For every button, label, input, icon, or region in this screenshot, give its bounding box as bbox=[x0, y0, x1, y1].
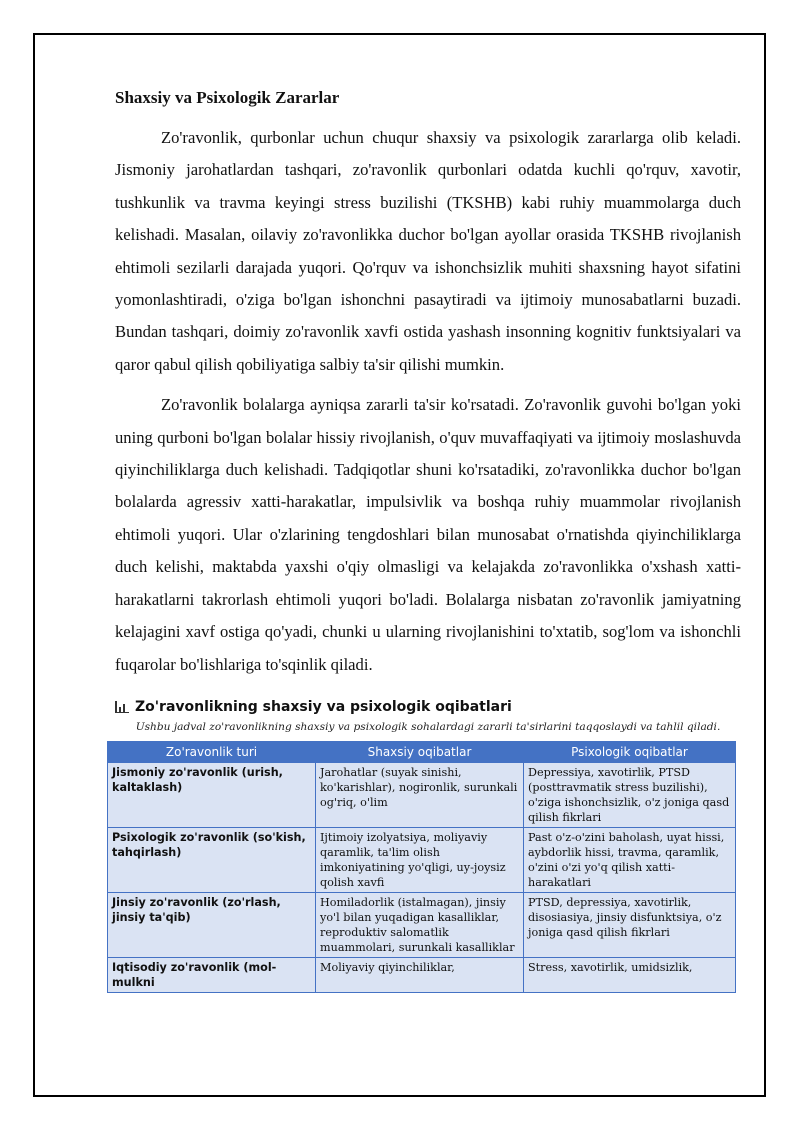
cell-personal: Homiladorlik (istalmagan), jinsiy yo'l bilan yuqadigan kasalliklar, reproduktiv salomatlik muammolari, surunkali kasalliklar bbox=[316, 892, 524, 957]
cell-psychological: Depressiya, xavotirlik, PTSD (posttravmatik stress buzilishi), o'ziga ishonchsizlik, o'z joniga qasd qilish fikrlari bbox=[524, 762, 736, 827]
cell-psychological: PTSD, depressiya, xavotirlik, disosiasiya, jinsiy disfunktsiya, o'z joniga qasd qilish fikrlari bbox=[524, 892, 736, 957]
table-row bbox=[108, 892, 736, 957]
section-title: Shaxsiy va Psixologik Zararlar bbox=[115, 88, 340, 107]
cell-personal: Ijtimoiy izolyatsiya, moliyaviy qaramlik, ta'lim olish imkoniyatining yo'qligi, uy-joysiz qolish xavfi bbox=[316, 827, 524, 892]
table-header-row bbox=[108, 741, 736, 762]
header-psychological: Psixologik oqibatlar bbox=[524, 741, 736, 762]
header-personal: Shaxsiy oqibatlar bbox=[316, 741, 524, 762]
paragraph-1: Zo'ravonlik, qurbonlar uchun chuqur shaxsiy va psixologik zararlarga olib keladi. Jismoniy jarohatlardan tashqari, zo'ravonlik qurbonlari odatda kuchli qo'rquv, xavotir, tushkunlik va travma keyingi stress buzilishi (TKSHB) kabi ruhiy muammolarga duch kelishadi. Masalan, oilaviy zo'ravonlikka duchor bo'lgan ayollar orasida TKSHB rivojlanish ehtimoli sezilarli darajada yuqori. Qo'rquv va ishonchsizlik muhiti shaxsning hayot sifatini yomonlashtiradi, o'ziga bo'lgan ishonchni pasaytiradi va ijtimoiy munosabatlarni buzadi. Bundan tashqari, doimiy zo'ravonlik xavfi ostida yashash insonning kognitiv funktsiyalari va qaror qabul qilish qobiliyatiga salbiy ta'sir qilishi mumkin. bbox=[115, 128, 741, 374]
bar-chart-icon bbox=[115, 701, 129, 713]
table-row bbox=[108, 957, 736, 992]
cell-psychological: Past o'z-o'zini baholash, uyat hissi, aybdorlik hissi, travma, qaramlik, o'zini o'zi yo'q qilish xatti-harakatlari bbox=[524, 827, 736, 892]
cell-personal: Moliyaviy qiyinchiliklar, bbox=[316, 957, 524, 992]
cell-type: Jismoniy zo'ravonlik (urish, kaltaklash) bbox=[108, 762, 316, 827]
cell-type: Iqtisodiy zo'ravonlik (mol-mulkni bbox=[108, 957, 316, 992]
cell-psychological: Stress, xavotirlik, umidsizlik, bbox=[524, 957, 736, 992]
cell-type: Jinsiy zo'ravonlik (zo'rlash, jinsiy ta'qib) bbox=[108, 892, 316, 957]
table-row bbox=[108, 762, 736, 827]
cell-personal: Jarohatlar (suyak sinishi, ko'karishlar), nogironlik, surunkali og'riq, o'lim bbox=[316, 762, 524, 827]
document-body bbox=[112, 88, 741, 993]
paragraph-2: Zo'ravonlik bolalarga ayniqsa zararli ta'sir ko'rsatadi. Zo'ravonlik guvohi bo'lgan yoki uning qurboni bo'lgan bolalar hissiy rivojlanish, o'quv muvaffaqiyati va ijtimoiy moslashuvda qiyinchiliklarga duch kelishadi. Tadqiqotlar shuni ko'rsatadiki, zo'ravonlikka duchor bo'lgan bolalarda agressiv xatti-harakatlar, impulsivlik va boshqa ruhiy muammolar rivojlanish ehtimoli yuqori. Ular o'zlarining tengdoshlari bilan munosabat o'rnatishda qiyinchiliklarga duch kelishi, maktabda yaxshi o'qiy olmasligi va kelajakda zo'ravonlikka o'xshash xatti-harakatlarni takrorlash ehtimoli yuqori bo'ladi. Bolalarga nisbatan zo'ravonlik jamiyatning kelajagini xavf ostiga qo'yadi, chunki u ularning rivojlanishini to'xtatib, sog'lom va ishonchli fuqarolar bo'lishlariga to'sqinlik qiladi. bbox=[115, 395, 741, 674]
table-title bbox=[115, 699, 741, 715]
cell-type: Psixologik zo'ravonlik (so'kish, tahqirlash) bbox=[108, 827, 316, 892]
table-row bbox=[108, 827, 736, 892]
header-violence-type: Zo'ravonlik turi bbox=[108, 741, 316, 762]
table-title-text: Zo'ravonlikning shaxsiy va psixologik oqibatlari bbox=[135, 698, 512, 715]
consequences-table bbox=[107, 741, 736, 993]
table-caption: Ushbu jadval zo'ravonlikning shaxsiy va psixologik sohalardagi zararli ta'sirlarini taqqoslaydi va tahlil qiladi. bbox=[135, 720, 721, 733]
